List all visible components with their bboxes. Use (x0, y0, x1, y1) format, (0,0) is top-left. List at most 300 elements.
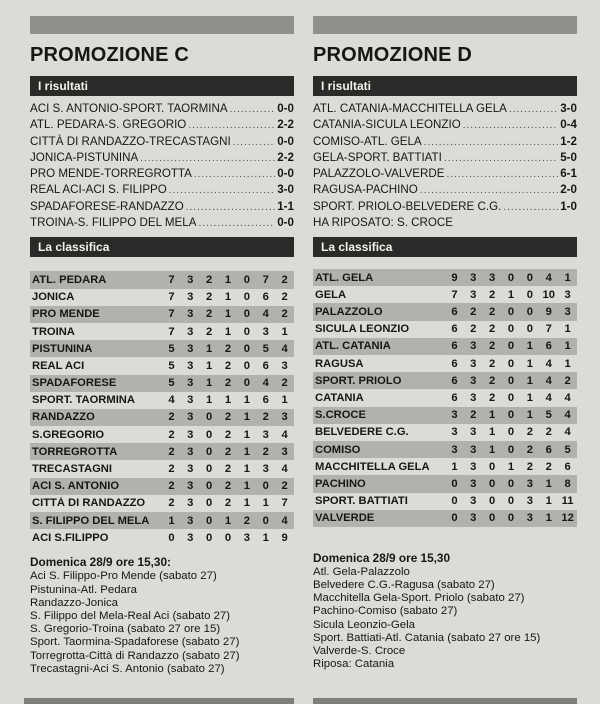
stat-value: 2 (489, 306, 496, 319)
table-row (30, 426, 294, 443)
stat-value: 3 (470, 357, 477, 370)
result-score: 0-4 (560, 118, 577, 132)
table-row (313, 338, 577, 355)
result-row (30, 182, 294, 198)
stat-value: 2 (224, 497, 232, 510)
result-match: COMISO-ATL. GELA (313, 134, 422, 148)
stat-value: 0 (243, 273, 250, 286)
fixture-row: S. Filippo del Mela-Real Aci (sabato 27) (30, 609, 231, 622)
stat-value: 4 (281, 342, 288, 355)
stat-value: 1 (243, 428, 250, 441)
stat-value: 0 (243, 308, 250, 321)
stat-value: 3 (187, 480, 194, 493)
table-row (313, 321, 577, 338)
fixture-row: Belvedere C.G.-Ragusa (sabato 27) (313, 579, 495, 592)
stat-value: 0 (526, 288, 533, 301)
stat-value: 3 (564, 288, 571, 301)
stat-value: 4 (545, 271, 552, 284)
result-score: 5-0 (560, 150, 577, 164)
result-row (313, 150, 577, 166)
stat-value: 2 (281, 480, 288, 493)
fixture-row: Sport. Battiati-Atl. Catania (sabato 27 ore 15) (313, 631, 541, 644)
fixture-row: Sicula Leonzio-Gela (313, 618, 415, 631)
leader-dots (198, 216, 275, 232)
table-row (30, 340, 294, 357)
stat-value: 0 (507, 409, 515, 422)
team-name: S. FILIPPO DEL MELA (32, 514, 150, 527)
stat-value: 5 (168, 342, 175, 355)
stat-value: 6 (451, 391, 458, 404)
stat-value: 0 (243, 359, 250, 372)
table-row (313, 424, 577, 441)
fixture-row: Trecastagni-Aci S. Antonio (sabato 27) (30, 662, 225, 675)
stat-value: 2 (224, 377, 232, 390)
stat-value: 9 (545, 306, 552, 319)
stat-value: 3 (451, 443, 458, 456)
team-name: SICULA LEONZIO (315, 323, 410, 336)
stat-value: 3 (470, 443, 477, 456)
stat-value: 2 (281, 273, 288, 286)
stat-value: 4 (564, 409, 571, 422)
stat-value: 2 (526, 460, 533, 473)
stat-value: 2 (243, 514, 250, 527)
stat-value: 3 (281, 359, 288, 372)
stat-value: 2 (262, 445, 269, 458)
stat-value: 2 (206, 325, 213, 338)
table-row (313, 458, 577, 475)
stat-value: 1 (243, 394, 250, 407)
table-row (313, 389, 577, 406)
stat-value: 0 (507, 477, 515, 490)
leader-dots (509, 102, 558, 118)
stat-value: 3 (470, 288, 477, 301)
leader-dots (186, 200, 275, 216)
stat-value: 3 (470, 340, 477, 353)
stat-value: 2 (470, 306, 477, 319)
stat-value: 1 (564, 357, 571, 370)
stat-value: 0 (206, 445, 213, 458)
stat-value: 0 (507, 306, 515, 319)
stat-value: 6 (564, 460, 571, 473)
stat-value: 0 (507, 374, 515, 387)
fixtures-block (30, 555, 294, 676)
stat-value: 4 (545, 374, 552, 387)
stat-value: 3 (489, 271, 496, 284)
fixture-row: Atl. Gela-Palazzolo (313, 565, 410, 578)
league-title: PROMOZIONE C (30, 44, 190, 66)
stat-value: 3 (451, 426, 458, 439)
result-score: 0-0 (277, 134, 294, 148)
stat-value: 1 (206, 342, 213, 355)
stat-value: 5 (168, 359, 175, 372)
stat-value: 3 (470, 460, 477, 473)
stat-value: 1 (545, 512, 552, 525)
stat-value: 2 (489, 357, 496, 370)
result-row (313, 117, 577, 133)
fixture-row: Macchitella Gela-Sport. Priolo (sabato 27) (313, 592, 525, 605)
results-list (313, 96, 577, 231)
stat-value: 7 (168, 325, 175, 338)
team-name: CITTÀ DI RANDAZZO (32, 497, 146, 510)
stat-value: 1 (206, 377, 213, 390)
stat-value: 3 (187, 359, 194, 372)
result-match: RAGUSA-PACHINO (313, 183, 418, 197)
stat-value: 0 (507, 271, 515, 284)
table-row (30, 529, 294, 546)
team-name: TORREGROTTA (32, 445, 118, 458)
stat-value: 2 (489, 323, 496, 336)
stat-value: 2 (168, 411, 175, 424)
stat-value: 3 (470, 495, 477, 508)
stat-value: 0 (526, 323, 533, 336)
stat-value: 3 (262, 463, 269, 476)
stat-value: 0 (206, 428, 213, 441)
stat-value: 3 (470, 374, 477, 387)
stat-value: 3 (187, 445, 194, 458)
stat-value: 3 (281, 411, 288, 424)
stat-value: 1 (564, 340, 571, 353)
stat-value: 2 (224, 411, 232, 424)
stat-value: 10 (542, 288, 555, 301)
stat-value: 5 (545, 409, 552, 422)
table-row (30, 478, 294, 495)
result-score: 1-1 (277, 199, 294, 213)
stat-value: 0 (451, 512, 458, 525)
stat-value: 4 (545, 391, 552, 404)
rest-note: HA RIPOSATO: S. CROCE (313, 216, 454, 230)
table-row (313, 493, 577, 510)
stat-value: 1 (526, 340, 533, 353)
stat-value: 1 (224, 291, 232, 304)
stat-value: 1 (224, 273, 232, 286)
standings-header: La classifica (313, 237, 577, 257)
stat-value: 2 (489, 374, 496, 387)
table-row (30, 375, 294, 392)
stat-value: 2 (168, 497, 175, 510)
team-name: SPORT. PRIOLO (315, 374, 402, 387)
stat-value: 0 (262, 514, 269, 527)
stat-value: 1 (243, 480, 250, 493)
league-title: PROMOZIONE D (313, 44, 473, 66)
team-name: JONICA (32, 291, 75, 304)
leader-dots (446, 167, 558, 183)
stat-value: 3 (187, 394, 194, 407)
team-name: S.GREGORIO (32, 428, 105, 441)
stat-value: 1 (281, 394, 288, 407)
team-name: CATANIA (315, 391, 364, 404)
stat-value: 0 (206, 480, 213, 493)
stat-value: 0 (489, 495, 496, 508)
stat-value: 5 (168, 377, 175, 390)
table-row (30, 495, 294, 512)
fixture-row: Valverde-S. Croce (313, 645, 406, 658)
stat-value: 5 (564, 443, 571, 456)
stat-value: 4 (262, 377, 269, 390)
stat-value: 7 (168, 308, 175, 321)
stat-value: 1 (243, 411, 250, 424)
stat-value: 0 (206, 531, 213, 544)
result-match: GELA-SPORT. BATTIATI (313, 150, 442, 164)
stat-value: 3 (470, 426, 477, 439)
team-name: RAGUSA (315, 357, 364, 370)
stat-value: 2 (489, 340, 496, 353)
standings-table (30, 271, 294, 546)
table-row (30, 289, 294, 306)
standings-table (313, 269, 577, 527)
stat-value: 0 (526, 306, 533, 319)
result-row (30, 117, 294, 133)
stat-value: 3 (187, 273, 194, 286)
fixture-row: S. Gregorio-Troina (sabato 27 ore 15) (30, 623, 221, 636)
table-row (30, 392, 294, 409)
team-name: ATL. CATANIA (315, 340, 391, 353)
stat-value: 9 (451, 271, 458, 284)
result-row (30, 215, 294, 231)
stat-value: 0 (451, 495, 458, 508)
stat-value: 3 (564, 306, 571, 319)
results-header: I risultati (30, 76, 294, 96)
stat-value: 3 (187, 428, 194, 441)
table-row (313, 407, 577, 424)
stat-value: 7 (168, 273, 175, 286)
result-row (313, 101, 577, 117)
stat-value: 6 (262, 394, 269, 407)
stat-value: 7 (168, 291, 175, 304)
stat-value: 2 (281, 377, 288, 390)
stat-value: 2 (545, 426, 552, 439)
result-score: 0-0 (277, 102, 294, 115)
stat-value: 0 (507, 340, 515, 353)
team-name: GELA (315, 288, 347, 301)
results-list (30, 96, 294, 231)
stat-value: 2 (564, 374, 571, 387)
stat-value: 2 (545, 460, 552, 473)
stat-value: 2 (206, 291, 213, 304)
table-row (313, 355, 577, 372)
result-row (30, 199, 294, 215)
stat-value: 4 (262, 308, 269, 321)
leader-dots (194, 167, 275, 183)
standings-header: La classifica (30, 237, 294, 257)
team-name: SPORT. BATTIATI (315, 495, 408, 508)
stat-value: 3 (526, 512, 533, 525)
result-score: 1-2 (560, 134, 577, 148)
stat-value: 3 (262, 325, 269, 338)
stat-value: 1 (489, 409, 496, 422)
stat-value: 1 (224, 394, 232, 407)
stat-value: 3 (187, 291, 194, 304)
results-header: I risultati (313, 76, 577, 96)
result-row (313, 182, 577, 198)
stat-value: 3 (470, 391, 477, 404)
stat-value: 1 (281, 325, 288, 338)
stat-value: 1 (545, 477, 552, 490)
stat-value: 1 (489, 426, 496, 439)
stat-value: 7 (281, 497, 288, 510)
stat-value: 0 (168, 531, 175, 544)
team-name: TRECASTAGNI (32, 463, 112, 476)
stat-value: 2 (489, 391, 496, 404)
fixtures-block (313, 551, 577, 672)
stat-value: 8 (564, 477, 571, 490)
stat-value: 2 (168, 480, 175, 493)
table-row (313, 475, 577, 492)
table-row (313, 510, 577, 527)
result-score: 6-1 (560, 167, 577, 181)
stat-value: 1 (489, 443, 496, 456)
team-name: PACHINO (315, 477, 366, 490)
team-name: MACCHITELLA GELA (315, 460, 430, 473)
result-row (313, 166, 577, 182)
stat-value: 3 (243, 531, 250, 544)
result-match: SPORT. PRIOLO-BELVEDERE C.G. (313, 199, 502, 213)
table-row (30, 357, 294, 374)
result-row (30, 101, 294, 117)
table-row (313, 303, 577, 320)
stat-value: 2 (470, 409, 477, 422)
leader-dots (233, 135, 275, 151)
table-row (313, 269, 577, 286)
stat-value: 0 (206, 463, 213, 476)
stat-value: 1 (507, 460, 515, 473)
team-name: ACI S.FILIPPO (32, 531, 109, 544)
team-name: PRO MENDE (32, 308, 100, 321)
stat-value: 1 (206, 359, 213, 372)
stat-value: 0 (507, 495, 515, 508)
stat-value: 6 (451, 323, 458, 336)
stat-value: 2 (224, 342, 232, 355)
result-match: CATANIA-SICULA LEONZIO (313, 118, 461, 132)
table-row (30, 271, 294, 288)
stat-value: 3 (187, 325, 194, 338)
stat-value: 3 (470, 477, 477, 490)
stat-value: 2 (206, 308, 213, 321)
stat-value: 0 (489, 512, 496, 525)
stat-value: 1 (224, 308, 232, 321)
fixtures-header: Domenica 28/9 ore 15,30 (313, 550, 451, 565)
leader-dots (169, 183, 275, 199)
stat-value: 0 (451, 477, 458, 490)
stat-value: 4 (564, 426, 571, 439)
team-name: ATL. PEDARA (32, 273, 107, 286)
result-match: SPADAFORESE-RANDAZZO (30, 199, 184, 213)
stat-value: 2 (224, 463, 232, 476)
result-score: 0-0 (277, 167, 294, 181)
fixture-row: Torregrotta-Città di Randazzo (sabato 27) (30, 649, 240, 662)
stat-value: 2 (526, 426, 533, 439)
stat-value: 0 (206, 497, 213, 510)
team-name: S.CROCE (315, 409, 366, 422)
stat-value: 2 (224, 428, 232, 441)
stat-value: 6 (545, 340, 552, 353)
team-name: ATL. GELA (315, 271, 374, 284)
team-name: BELVEDERE C.G. (315, 426, 409, 439)
stat-value: 0 (489, 477, 496, 490)
stat-value: 2 (262, 411, 269, 424)
result-score: 2-0 (560, 183, 577, 197)
leader-dots (420, 183, 558, 199)
result-row (30, 166, 294, 182)
stat-value: 0 (243, 342, 250, 355)
result-score: 3-0 (560, 102, 577, 115)
stat-value: 0 (489, 460, 496, 473)
result-row (313, 134, 577, 150)
stat-value: 3 (187, 497, 194, 510)
stat-value: 2 (168, 463, 175, 476)
leader-dots (463, 118, 558, 134)
column-promozione-d (313, 40, 577, 671)
stat-value: 1 (243, 497, 250, 510)
stat-value: 3 (526, 477, 533, 490)
team-name: VALVERDE (315, 512, 375, 525)
stat-value: 0 (507, 357, 515, 370)
stat-value: 2 (224, 480, 232, 493)
stat-value: 3 (187, 463, 194, 476)
stat-value: 1 (168, 514, 175, 527)
table-row (30, 443, 294, 460)
fixture-row: Riposa: Catania (313, 658, 395, 671)
team-name: RANDAZZO (32, 411, 95, 424)
stat-value: 7 (451, 288, 458, 301)
team-name: COMISO (315, 443, 361, 456)
leader-dots (188, 118, 275, 134)
stat-value: 0 (243, 325, 250, 338)
fixture-row: Sport. Taormina-Spadaforese (sabato 27) (30, 636, 240, 649)
result-match: CITTÀ DI RANDAZZO-TRECASTAGNI (30, 134, 231, 148)
result-row (313, 199, 577, 215)
stat-value: 2 (470, 323, 477, 336)
stat-value: 3 (187, 342, 194, 355)
stat-value: 1 (507, 288, 515, 301)
table-row (30, 306, 294, 323)
stat-value: 1 (526, 391, 533, 404)
fixture-row: Pachino-Comiso (sabato 27) (313, 605, 458, 618)
table-row (30, 323, 294, 340)
stat-value: 3 (187, 377, 194, 390)
result-match: PALAZZOLO-VALVERDE (313, 167, 445, 181)
stat-value: 3 (451, 409, 458, 422)
result-row (30, 134, 294, 150)
stat-value: 4 (168, 394, 175, 407)
stat-value: 4 (564, 391, 571, 404)
result-score: 3-0 (277, 183, 294, 197)
stat-value: 6 (262, 291, 269, 304)
stat-value: 0 (224, 531, 232, 544)
stat-value: 2 (224, 445, 232, 458)
stat-value: 2 (224, 359, 232, 372)
fixtures-header: Domenica 28/9 ore 15,30: (30, 555, 171, 570)
stat-value: 1 (243, 463, 250, 476)
team-name: REAL ACI (32, 359, 85, 372)
table-row (30, 409, 294, 426)
stat-value: 0 (262, 480, 269, 493)
stat-value: 4 (281, 428, 288, 441)
stat-value: 6 (451, 306, 458, 319)
bottom-rule-right (313, 698, 577, 704)
stat-value: 0 (507, 512, 515, 525)
result-match: ATL. CATANIA-MACCHITELLA GELA (313, 102, 507, 115)
stat-value: 3 (470, 512, 477, 525)
stat-value: 2 (489, 288, 496, 301)
leader-dots (230, 102, 276, 118)
team-name: SPADAFORESE (32, 377, 117, 390)
stat-value: 1 (243, 445, 250, 458)
stat-value: 2 (281, 291, 288, 304)
stat-value: 1 (451, 460, 458, 473)
stat-value: 3 (262, 428, 269, 441)
stat-value: 3 (187, 531, 194, 544)
result-match: TROINA-S. FILIPPO DEL MELA (30, 216, 197, 230)
